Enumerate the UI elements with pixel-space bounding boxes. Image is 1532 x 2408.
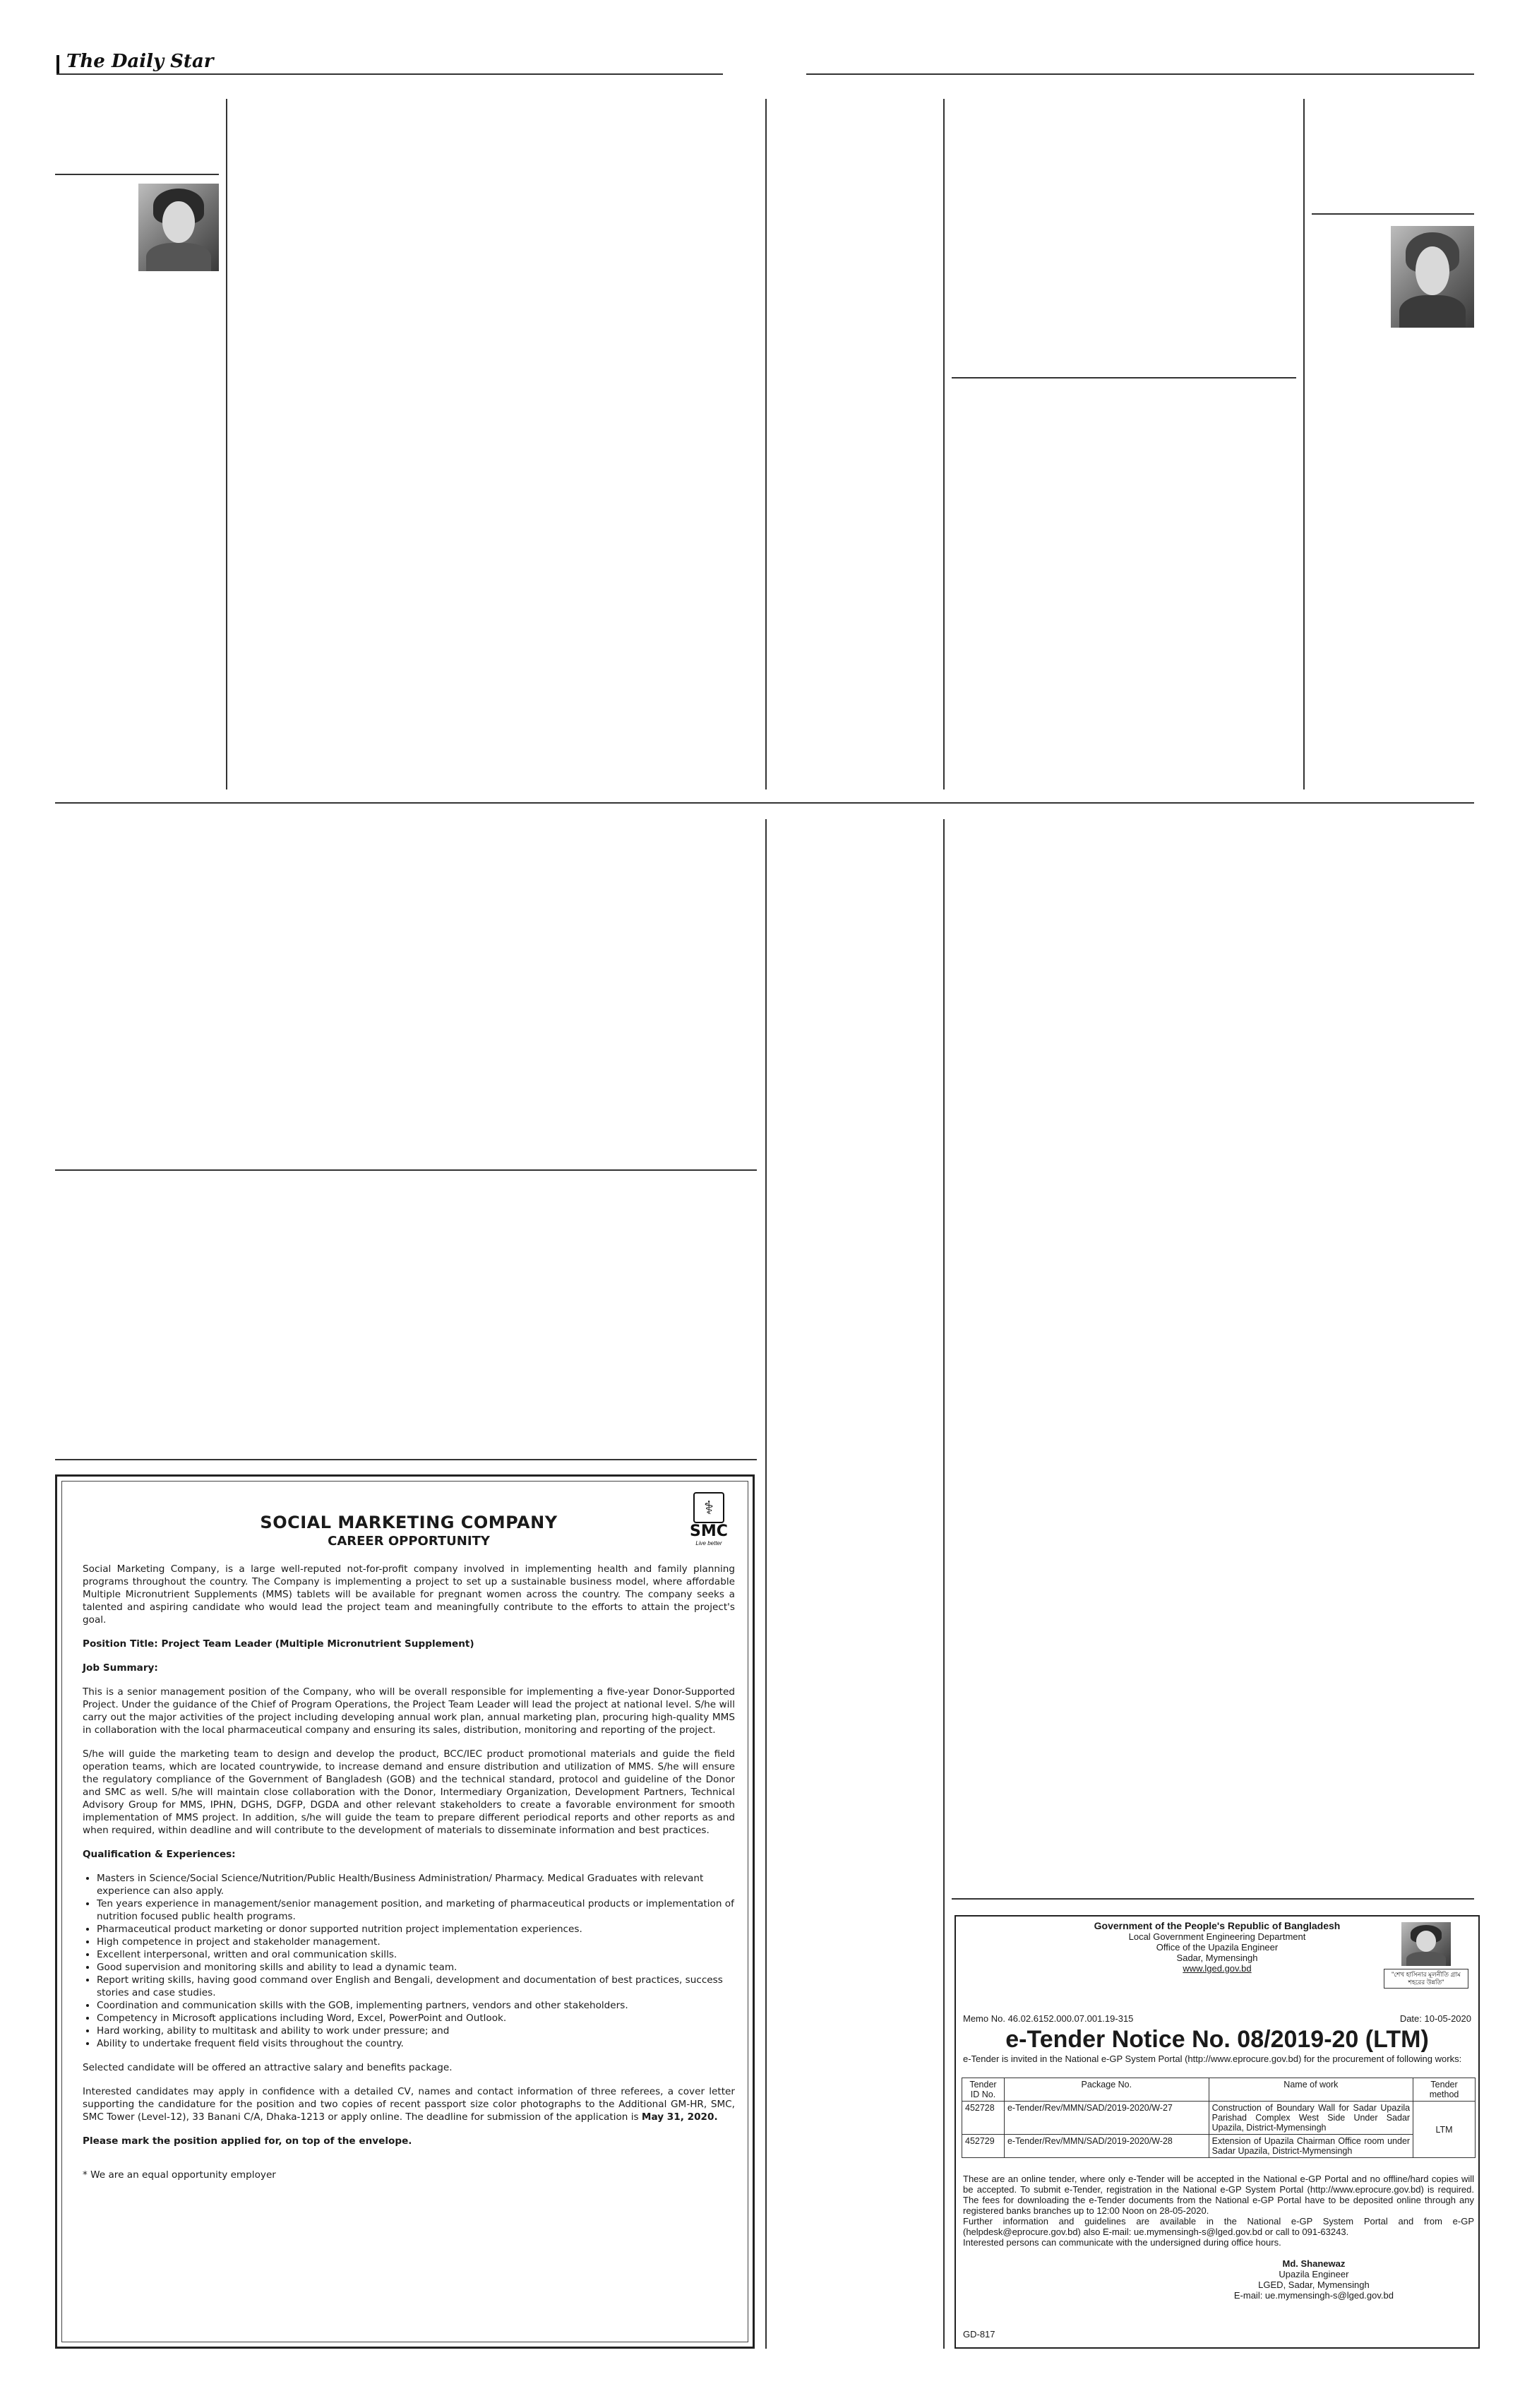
list-item: • High competence in project and stakeholder management. (97, 1936, 735, 1948)
emblem (1384, 1922, 1468, 2000)
footer-paragraph: Further information and guidelines are available in the National e-GP System Portal and from e-GP (helpdesk@eprocure.gov.bd) also E-mail: ue.mymensingh-s@lged.gov.bd or call to 091-63243. (963, 2216, 1474, 2237)
column-divider (1303, 99, 1305, 789)
column-header: Tender ID No. (962, 2078, 1005, 2102)
family-icon: ⚕ (693, 1492, 724, 1523)
list-item: • Pharmaceutical product marketing or donor supported nutrition project implementation experiences. (97, 1923, 735, 1936)
list-item: • Good supervision and monitoring skills and ability to lead a dynamic team. (97, 1961, 735, 1974)
table-row (962, 2102, 1476, 2135)
list-item: • Masters in Science/Social Science/Nutrition/Public Health/Business Administration/ Pharmacy. Medical Graduates with relevant experience can also apply. (97, 1872, 735, 1897)
salary-note: Selected candidate will be offered an attractive salary and benefits package. (83, 2062, 453, 2073)
columnist-photo (138, 184, 219, 271)
list-item: • Hard working, ability to multitask and ability to work under pressure; and (97, 2025, 735, 2037)
columnist-photo (1391, 226, 1474, 328)
envelope-note: Please mark the position applied for, on top of the envelope. (83, 2135, 412, 2147)
list-item: • Competency in Microsoft applications including Word, Excel, PowerPoint and Outlook. (97, 2012, 735, 2025)
column-divider (765, 819, 767, 2349)
list-item: • Ten years experience in management/senior management position, and marketing of pharmaceutical products or implementation of nutrition focused public health programs. (97, 1897, 735, 1923)
ad-intro: Social Marketing Company, is a large well-reputed not-for-profit company involved in implementing health and family planning programs throughout the country. The Company is implementing a project to set up a sustainable business model, where affordable Multiple Micronutrient Supplements (MMS) tablets will be available for pregnant women across the country. The company seeks a talented and aspiring candidate who would lead the project team and meaningfully contribute to the efforts to attain the project's goal. (83, 1563, 735, 1626)
office-location: Sadar, Mymensingh (1176, 1953, 1258, 1963)
government-name: Government of the People's Republic of Bangladesh (1094, 1920, 1341, 1931)
signer-title: Upazila Engineer (1279, 2269, 1349, 2279)
column-divider (226, 99, 227, 789)
job-summary-text: This is a senior management position of the Company, who will be overall responsible for implementing a five-year Donor-Supported Project. Under the guidance of the Chief of Program Operations, the Project Team Leader will lead the project at national level. S/he will carry out the major activities of the project including developing annual work plan, annual marketing plan, procuring high-quality MMS in collaboration with the local pharmaceutical company and ensuring its sales, distribution, monitoring and reporting of the project. (83, 1686, 735, 1736)
column-header: Package No. (1004, 2078, 1209, 2102)
footer-paragraph: Interested persons can communicate with the undersigned during office hours. (963, 2237, 1281, 2248)
table-row (962, 2135, 1476, 2158)
notice-title: e-Tender Notice No. 08/2019-20 (LTM) (1005, 2026, 1429, 2053)
emblem-caption: "শেখ হাসিনার মূলনীতি গ্রাম শহরের উন্নতি" (1384, 1969, 1468, 1989)
position-title: Position Title: Project Team Leader (Multiple Micronutrient Supplement) (83, 1638, 474, 1650)
smc-logo: ⚕ SMC Live better (685, 1492, 733, 1544)
masthead-title: The Daily Star (66, 51, 214, 72)
top-rule-left (56, 73, 723, 75)
section-rule (55, 1169, 757, 1171)
signature-block (1234, 2258, 1394, 2301)
column-header: Name of work (1209, 2078, 1413, 2102)
notice-footer (963, 2174, 1474, 2248)
work-name: Construction of Boundary Wall for Sadar Upazila Parishad Complex West Side Under Sadar Upazila, District-Mymensingh (1209, 2102, 1413, 2135)
website-link[interactable]: www.lged.gov.bd (1183, 1963, 1252, 1974)
memo-number: Memo No. 46.02.6152.000.07.001.19-315 (963, 2013, 1134, 2024)
tender-notice (954, 1915, 1480, 2349)
portrait-image (1401, 1922, 1451, 1966)
byline-rule (55, 174, 219, 175)
tender-id: 452729 (962, 2135, 1005, 2158)
section-rule (952, 377, 1296, 379)
section-divider (55, 802, 1474, 804)
package-no: e-Tender/Rev/MMN/SAD/2019-2020/W-28 (1004, 2135, 1209, 2158)
table-header-row (962, 2078, 1476, 2102)
package-no: e-Tender/Rev/MMN/SAD/2019-2020/W-27 (1004, 2102, 1209, 2135)
apply-instructions: Interested candidates may apply in confidence with a detailed CV, names and contact information of three referees, a cover letter supporting the candidature for the position and two copies of recent passport size color photographs to the Additional GM-HR, SMC, SMC Tower (Level-12), 33 Banani C/A, Dhaka-1213 or apply online. The deadline for submission of the application is May 31, 2020. (83, 2086, 735, 2123)
job-summary-text: S/he will guide the marketing team to design and develop the product, BCC/IEC product promotional materials and guide the field operation teams, which are located countrywide, to increase demand and ensure distribution and utilization of MMS. S/he will ensure the regulatory compliance of the Government of Bangladesh (GOB) and the technical standard, protocol and guideline of the Donor and SMC as well. S/he will maintain close collaboration with the Donor, Intermediary Organization, Development Partners, Technical Advisory Group for MMS, IPHN, DGHS, DGFP, DGDA and other relevant stakeholders to create a favorable environment for smooth implementation of MMS project. In addition, s/he will guide the team to prepare different periodical reports and other reports as and when required, within deadline and will contribute to the development of materials to disseminate information and best practices. (83, 1748, 735, 1836)
signer-name: Md. Shanewaz (1282, 2258, 1346, 2269)
ad-subtitle: CAREER OPPORTUNITY (328, 1534, 490, 1549)
masthead-bar (56, 55, 59, 73)
column-divider (943, 819, 945, 2349)
qualification-list (83, 1872, 735, 2050)
qualification-heading: Qualification & Experiences: (83, 1849, 236, 1860)
list-item: • Ability to undertake frequent field visits throughout the country. (97, 2037, 735, 2050)
list-item: • Report writing skills, having good command over English and Bengali, development and documentation of best practices, success stories and case studies. (97, 1974, 735, 1999)
tender-id: 452728 (962, 2102, 1005, 2135)
signer-office: LGED, Sadar, Mymensingh (1258, 2279, 1370, 2290)
notice-date: Date: 10-05-2020 (1399, 2013, 1471, 2024)
list-item: • Coordination and communication skills with the GOB, implementing partners, vendors and other stakeholders. (97, 1999, 735, 2012)
tender-table (962, 2078, 1476, 2158)
footer-paragraph: These are an online tender, where only e-Tender will be accepted in the National e-GP Portal and no offline/hard copies will be accepted. To submit e-Tender, registration in the National e-GP System Portal (http://www.eprocure.gov.bd) is required. The fees for downloading the e-Tender documents from the National e-GP Portal have to be deposited online through any registered banks branches up to 12:00 Noon on 28-05-2020. (963, 2174, 1474, 2216)
gd-number: GD-817 (963, 2329, 995, 2340)
list-item: • Excellent interpersonal, written and oral communication skills. (97, 1948, 735, 1961)
smc-career-ad (55, 1474, 755, 2349)
department-name: Local Government Engineering Department (1128, 1931, 1306, 1942)
byline-rule (1312, 213, 1474, 215)
notice-intro: e-Tender is invited in the National e-GP System Portal (http://www.eprocure.gov.bd) for the procurement of following works: (963, 2054, 1462, 2064)
tender-method: LTM (1413, 2102, 1476, 2158)
column-divider (943, 99, 945, 789)
section-rule (55, 1459, 757, 1460)
column-header: Tender method (1413, 2078, 1476, 2102)
deadline: May 31, 2020. (641, 2111, 718, 2123)
section-rule (952, 1898, 1474, 1900)
job-summary-heading: Job Summary: (83, 1662, 158, 1674)
top-rule-right (806, 73, 1474, 75)
work-name: Extension of Upazila Chairman Office room under Sadar Upazila, District-Mymensingh (1209, 2135, 1413, 2158)
office-name: Office of the Upazila Engineer (1156, 1942, 1279, 1953)
ad-title: SOCIAL MARKETING COMPANY (260, 1513, 558, 1532)
equal-opportunity-note: * We are an equal opportunity employer (83, 2169, 276, 2181)
signer-email: E-mail: ue.mymensingh-s@lged.gov.bd (1233, 2290, 1394, 2301)
column-divider (765, 99, 767, 789)
